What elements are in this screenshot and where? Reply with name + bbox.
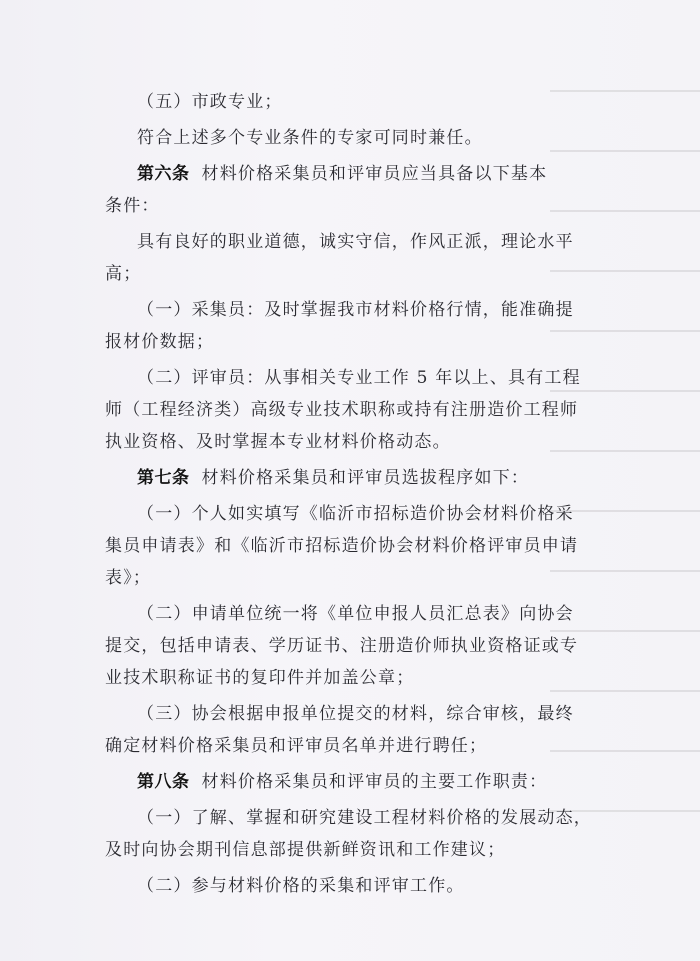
- text-line: 确定材料价格采集员和评审员名单并进行聘任；: [105, 736, 488, 756]
- article-text: 材料价格采集员和评审员的主要工作职责：: [201, 772, 548, 792]
- text-line: （一）了解、掌握和研究建设工程材料价格的发展动态，: [137, 808, 592, 828]
- article-number: 第八条: [137, 772, 190, 792]
- article-number: 第七条: [137, 468, 190, 488]
- article-text: 材料价格采集员和评审员应当具备以下基本: [201, 164, 548, 184]
- article-text: 材料价格采集员和评审员选拔程序如下：: [201, 468, 530, 488]
- text-line: 报材价数据；: [105, 332, 215, 352]
- text-line: 符合上述多个专业条件的专家可同时兼任。: [137, 128, 483, 148]
- text-line: 提交，包括申请表、学历证书、注册造价师执业资格证或专: [105, 636, 579, 656]
- text-line: （二）申请单位统一将《单位申报人员汇总表》向协会: [137, 604, 574, 624]
- article-heading-line: [105, 462, 605, 494]
- text-line: 集员申请表》和《临沂市招标造价协会材料价格评审员申请: [105, 536, 579, 556]
- text-line: 师（工程经济类）高级专业技术职称或持有注册造价工程师: [105, 400, 579, 420]
- text-line: （一）个人如实填写《临沂市招标造价协会材料价格采: [137, 504, 574, 524]
- article-number: 第六条: [137, 164, 190, 184]
- text-line: （一）采集员：及时掌握我市材料价格行情，能准确提: [137, 300, 574, 320]
- article-heading-line: [105, 158, 605, 190]
- text-line: （五）市政专业；: [137, 92, 283, 112]
- text-line: 表》；: [105, 568, 152, 588]
- text-line: 业技术职称证书的复印件并加盖公章；: [105, 668, 415, 688]
- text-line: （二）参与材料价格的采集和评审工作。: [137, 876, 465, 896]
- text-line: 高；: [105, 264, 142, 284]
- text-line: （二）评审员：从事相关专业工作 5 年以上、具有工程: [137, 368, 581, 388]
- text-line: 条件：: [105, 196, 160, 216]
- text-line: 执业资格、及时掌握本专业材料价格动态。: [105, 432, 451, 452]
- document-body: [105, 86, 605, 902]
- text-line: 及时向协会期刊信息部提供新鲜资讯和工作建议；: [105, 840, 506, 860]
- text-line: 具有良好的职业道德，诚实守信，作风正派，理论水平: [137, 232, 574, 252]
- article-heading-line: [105, 766, 605, 798]
- text-line: （三）协会根据申报单位提交的材料，综合审核，最终: [137, 704, 574, 724]
